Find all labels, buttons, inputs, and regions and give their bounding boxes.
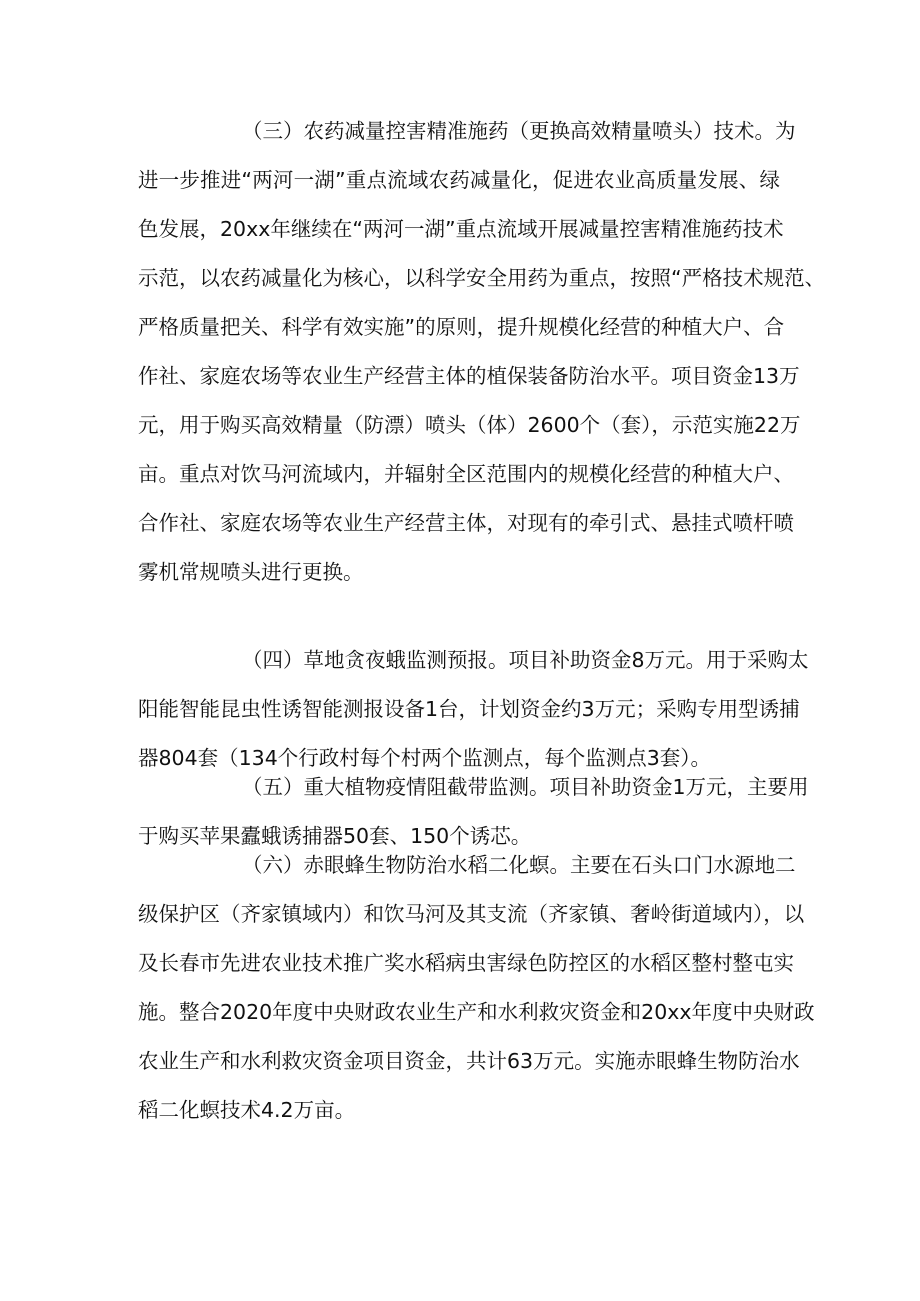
text-line: （六）赤眼蜂生物防治水稻二化螟。主要在石头口门水源地二	[242, 853, 796, 877]
text-line: 示范，以农药减量化为核心，以科学安全用药为重点，按照“严格技术规范、	[138, 266, 826, 290]
text-line: 稻二化螟技术4.2万亩。	[138, 1098, 356, 1122]
text-line: 色发展，20xx年继续在“两河一湖”重点流域开展减量控害精准施药技术	[138, 217, 784, 241]
text-line: 合作社、家庭农场等农业生产经营主体，对现有的牵引式、悬挂式喷杆喷	[138, 511, 794, 535]
text-line: 元，用于购买高效精量（防漂）喷头（体）2600个（套），示范实施22万	[138, 413, 801, 437]
text-line: （四）草地贪夜蛾监测预报。项目补助资金8万元。用于采购太	[242, 648, 809, 672]
text-line: （三）农药减量控害精准施药（更换高效精量喷头）技术。为	[242, 119, 796, 143]
text-line: 进一步推进“两河一湖”重点流域农药减量化，促进农业高质量发展、绿	[138, 168, 780, 192]
paragraph-pesticide-reduction	[138, 107, 826, 597]
text-line: 雾机常规喷头进行更换。	[138, 560, 364, 584]
text-line: 阳能智能昆虫性诱智能测报设备1台，计划资金约3万元；采购专用型诱捕	[138, 697, 800, 721]
text-line: 亩。重点对饮马河流域内，并辐射全区范围内的规模化经营的种植大户、	[138, 462, 794, 486]
text-line: （五）重大植物疫情阻截带监测。项目补助资金1万元，主要用	[242, 775, 809, 799]
text-line: 于购买苹果蠹蛾诱捕器50套、150个诱芯。	[138, 824, 532, 848]
paragraph-armyworm-monitoring	[138, 636, 809, 783]
text-line: 作社、家庭农场等农业生产经营主体的植保装备防治水平。项目资金13万	[138, 364, 800, 388]
paragraph-trichogramma-control	[138, 841, 815, 1135]
text-line: 器804套（134个行政村每个村两个监测点，每个监测点3套）。	[138, 746, 712, 770]
text-line: 严格质量把关、科学有效实施”的原则，提升规模化经营的种植大户、合	[138, 315, 785, 339]
text-line: 农业生产和水利救灾资金项目资金，共计63万元。实施赤眼蜂生物防治水	[138, 1049, 800, 1073]
text-line: 及长春市先进农业技术推广奖水稻病虫害绿色防控区的水稻区整村整屯实	[138, 951, 794, 975]
text-line: 施。整合2020年度中央财政农业生产和水利救灾资金和20xx年度中央财政	[138, 1000, 815, 1024]
text-line: 级保护区（齐家镇域内）和饮马河及其支流（齐家镇、奢岭街道域内），以	[138, 902, 805, 926]
